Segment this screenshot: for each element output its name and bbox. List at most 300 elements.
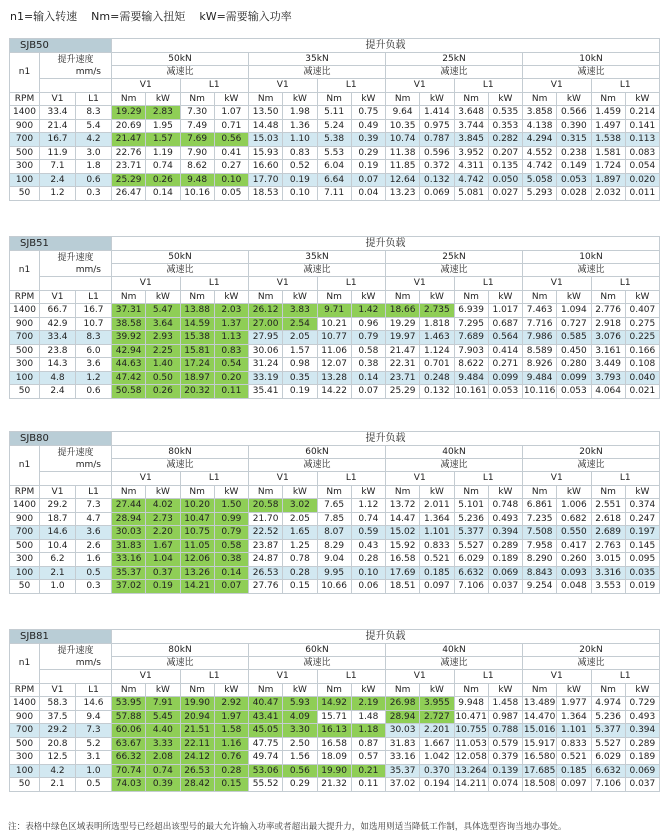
torque-cell: 7.49 bbox=[180, 119, 214, 133]
speed-l1-cell: 0.6 bbox=[76, 385, 112, 399]
torque-cell: 3.744 bbox=[454, 119, 488, 133]
torque-cell: 5.527 bbox=[454, 539, 488, 553]
nm-header: Nm bbox=[523, 683, 557, 697]
power-cell: 0.56 bbox=[214, 133, 248, 147]
power-cell: 0.011 bbox=[625, 187, 659, 201]
kw-header: kW bbox=[214, 683, 248, 697]
table-row bbox=[10, 512, 660, 526]
power-cell: 2.201 bbox=[420, 724, 454, 738]
power-cell: 0.833 bbox=[557, 737, 591, 751]
power-cell: 0.069 bbox=[420, 187, 454, 201]
torque-cell: 47.75 bbox=[249, 737, 283, 751]
load-value: 40kN bbox=[386, 446, 522, 459]
power-cell: 0.390 bbox=[557, 119, 591, 133]
torque-cell: 14.92 bbox=[317, 697, 351, 711]
speed-v1-cell: 14.3 bbox=[40, 358, 76, 372]
power-cell: 0.372 bbox=[420, 160, 454, 174]
power-cell: 0.074 bbox=[488, 778, 522, 792]
power-cell: 0.729 bbox=[625, 697, 659, 711]
nm-header: Nm bbox=[591, 290, 625, 304]
torque-cell: 23.71 bbox=[386, 371, 420, 385]
ratio-label: 减速比 bbox=[166, 460, 194, 470]
power-cell: 0.87 bbox=[351, 737, 385, 751]
torque-cell: 25.29 bbox=[386, 385, 420, 399]
power-cell: 0.74 bbox=[146, 160, 180, 174]
power-cell: 2.19 bbox=[351, 697, 385, 711]
torque-cell: 35.41 bbox=[249, 385, 283, 399]
load-group-1 bbox=[249, 53, 386, 79]
legend-text: n1=输入转速 Nm=需要输入扭矩 kW=需要输入功率 bbox=[10, 10, 292, 23]
ratio-label: 减速比 bbox=[303, 265, 331, 275]
speed-unit: mm/s bbox=[75, 66, 101, 77]
torque-cell: 70.74 bbox=[112, 764, 146, 778]
nm-header: Nm bbox=[249, 683, 283, 697]
speed-text: 提升速度 bbox=[57, 645, 94, 656]
kw-header: kW bbox=[146, 485, 180, 499]
ratio-label: 减速比 bbox=[440, 460, 468, 470]
power-cell: 2.735 bbox=[420, 304, 454, 318]
torque-cell: 10.755 bbox=[455, 725, 487, 736]
torque-cell: 18.97 bbox=[180, 371, 214, 385]
load-header: 提升负载 bbox=[112, 630, 660, 644]
speed-l1-cell: 7.3 bbox=[76, 499, 112, 513]
speed-l1-cell: 0.6 bbox=[76, 173, 112, 187]
speed-l1-cell: 4.7 bbox=[76, 512, 112, 526]
power-cell: 0.247 bbox=[625, 512, 659, 526]
load-group-0 bbox=[112, 644, 249, 670]
torque-cell: 4.294 bbox=[523, 133, 557, 147]
torque-cell: 5.377 bbox=[454, 526, 488, 540]
torque-cell: 12.07 bbox=[317, 358, 351, 372]
power-cell: 0.275 bbox=[625, 317, 659, 331]
ratio-label: 减速比 bbox=[577, 67, 605, 77]
power-cell: 0.21 bbox=[351, 764, 385, 778]
kw-header: kW bbox=[214, 485, 248, 499]
torque-cell: 35.37 bbox=[112, 566, 146, 580]
power-cell: 1.57 bbox=[146, 133, 180, 147]
torque-cell: 1.724 bbox=[591, 160, 625, 174]
torque-cell: 4.311 bbox=[454, 160, 488, 174]
power-cell: 0.14 bbox=[214, 566, 248, 580]
nm-header: Nm bbox=[591, 485, 625, 499]
speed-l1-cell: 16.7 bbox=[76, 304, 112, 318]
power-cell: 2.25 bbox=[146, 344, 180, 358]
rpm-cell: 100 bbox=[10, 566, 40, 580]
power-cell: 2.03 bbox=[214, 304, 248, 318]
torque-cell: 3.316 bbox=[591, 566, 625, 580]
speed-unit: mm/s bbox=[75, 264, 101, 275]
table-row bbox=[10, 566, 660, 580]
power-cell: 0.417 bbox=[557, 539, 591, 553]
torque-cell: 28.94 bbox=[386, 710, 420, 724]
rpm-cell: 50 bbox=[10, 778, 40, 792]
table-row bbox=[10, 724, 660, 738]
kw-header: kW bbox=[214, 92, 248, 106]
ratio-label: 减速比 bbox=[440, 265, 468, 275]
rpm-cell: 900 bbox=[10, 317, 40, 331]
torque-cell: 7.65 bbox=[317, 499, 351, 513]
torque-cell: 10.75 bbox=[180, 526, 214, 540]
kw-header: kW bbox=[488, 683, 522, 697]
table-row bbox=[10, 317, 660, 331]
torque-cell: 5.24 bbox=[317, 119, 351, 133]
power-cell: 0.069 bbox=[488, 566, 522, 580]
torque-cell: 3.793 bbox=[591, 371, 625, 385]
load-value: 10kN bbox=[523, 251, 659, 264]
power-cell: 0.132 bbox=[420, 385, 454, 399]
ratio-l1: L1 bbox=[454, 670, 523, 684]
torque-cell: 26.53 bbox=[249, 566, 283, 580]
load-group-0 bbox=[112, 251, 249, 277]
power-cell: 0.166 bbox=[625, 344, 659, 358]
speed-l1-cell: 3.6 bbox=[76, 358, 112, 372]
power-cell: 1.37 bbox=[214, 317, 248, 331]
table-row bbox=[10, 778, 660, 792]
power-cell: 0.374 bbox=[625, 499, 659, 513]
torque-cell: 7.689 bbox=[454, 331, 488, 345]
rpm-cell: 500 bbox=[10, 737, 40, 751]
power-cell: 1.10 bbox=[283, 133, 317, 147]
power-cell: 1.19 bbox=[146, 146, 180, 160]
torque-cell: 14.21 bbox=[180, 580, 214, 594]
speed-label bbox=[40, 644, 112, 670]
speed-l1-cell: 4.2 bbox=[76, 133, 112, 147]
power-cell: 0.282 bbox=[488, 133, 522, 147]
n1-label: n1 bbox=[10, 251, 40, 291]
torque-cell: 17.69 bbox=[386, 566, 420, 580]
ratio-v1: V1 bbox=[386, 277, 455, 291]
speed-v1-cell: 14.6 bbox=[40, 526, 76, 540]
speed-spacer bbox=[40, 670, 112, 684]
speed-l1-cell: 9.4 bbox=[76, 710, 112, 724]
power-cell: 0.07 bbox=[351, 173, 385, 187]
nm-header: Nm bbox=[249, 92, 283, 106]
load-group-3 bbox=[523, 53, 660, 79]
speed-l1-cell: 8.3 bbox=[76, 106, 112, 120]
rpm-cell: 700 bbox=[10, 526, 40, 540]
power-cell: 0.05 bbox=[214, 187, 248, 201]
power-cell: 1.12 bbox=[351, 499, 385, 513]
power-cell: 0.29 bbox=[283, 778, 317, 792]
torque-cell: 10.161 bbox=[455, 386, 487, 397]
l1-header: L1 bbox=[76, 290, 112, 304]
torque-cell: 27.76 bbox=[249, 580, 283, 594]
torque-cell: 17.24 bbox=[180, 358, 214, 372]
power-cell: 0.596 bbox=[420, 146, 454, 160]
torque-cell: 20.58 bbox=[249, 499, 283, 513]
kw-header: kW bbox=[420, 683, 454, 697]
power-cell: 1.094 bbox=[557, 304, 591, 318]
power-cell: 0.26 bbox=[146, 173, 180, 187]
power-cell: 0.271 bbox=[488, 358, 522, 372]
power-cell: 0.189 bbox=[488, 553, 522, 567]
power-cell: 0.566 bbox=[557, 106, 591, 120]
torque-cell: 10.47 bbox=[180, 512, 214, 526]
torque-cell: 6.029 bbox=[454, 553, 488, 567]
torque-cell: 21.32 bbox=[317, 778, 351, 792]
rpm-cell: 900 bbox=[10, 119, 40, 133]
power-cell: 0.097 bbox=[420, 580, 454, 594]
power-cell: 1.364 bbox=[420, 512, 454, 526]
power-cell: 0.037 bbox=[625, 778, 659, 792]
torque-cell: 10.66 bbox=[317, 580, 351, 594]
torque-cell: 3.952 bbox=[454, 146, 488, 160]
torque-cell: 15.917 bbox=[523, 738, 556, 749]
torque-cell: 7.295 bbox=[454, 317, 488, 331]
torque-cell: 6.632 bbox=[591, 764, 625, 778]
torque-cell: 6.64 bbox=[317, 173, 351, 187]
power-cell: 2.20 bbox=[146, 526, 180, 540]
torque-cell: 10.21 bbox=[317, 317, 351, 331]
power-cell: 5.45 bbox=[146, 710, 180, 724]
torque-cell: 31.24 bbox=[249, 358, 283, 372]
table-row bbox=[10, 119, 660, 133]
torque-cell: 24.87 bbox=[249, 553, 283, 567]
power-cell: 0.035 bbox=[625, 566, 659, 580]
nm-header: Nm bbox=[112, 485, 146, 499]
power-cell: 0.093 bbox=[557, 566, 591, 580]
nm-header: Nm bbox=[454, 92, 488, 106]
torque-cell: 16.60 bbox=[249, 160, 283, 174]
torque-cell: 7.69 bbox=[180, 133, 214, 147]
model-name: SJB80 bbox=[10, 432, 112, 446]
torque-cell: 15.016 bbox=[523, 725, 556, 736]
power-cell: 0.833 bbox=[420, 539, 454, 553]
torque-cell: 30.03 bbox=[386, 724, 420, 738]
power-cell: 0.550 bbox=[557, 526, 591, 540]
torque-cell: 10.16 bbox=[180, 187, 214, 201]
speed-spacer bbox=[40, 472, 112, 486]
nm-header: Nm bbox=[317, 290, 351, 304]
torque-cell: 10.471 bbox=[455, 711, 487, 722]
torque-cell: 22.31 bbox=[386, 358, 420, 372]
spec-table-sjb80 bbox=[9, 431, 660, 594]
torque-cell: 25.29 bbox=[112, 173, 146, 187]
ratio-l1: L1 bbox=[591, 472, 660, 486]
table-row bbox=[10, 106, 660, 120]
rpm-header: RPM bbox=[10, 290, 40, 304]
ratio-l1: L1 bbox=[180, 670, 249, 684]
rpm-cell: 1400 bbox=[10, 106, 40, 120]
speed-l1-cell: 0.3 bbox=[76, 187, 112, 201]
nm-header: Nm bbox=[112, 290, 146, 304]
torque-cell: 21.47 bbox=[112, 133, 146, 147]
torque-cell: 6.04 bbox=[317, 160, 351, 174]
spec-table-sjb50 bbox=[9, 38, 660, 201]
rpm-cell: 100 bbox=[10, 371, 40, 385]
torque-cell: 10.74 bbox=[386, 133, 420, 147]
power-cell: 1.50 bbox=[214, 499, 248, 513]
torque-cell: 7.958 bbox=[523, 539, 557, 553]
torque-cell: 7.106 bbox=[454, 580, 488, 594]
power-cell: 0.020 bbox=[625, 173, 659, 187]
torque-cell: 4.138 bbox=[523, 119, 557, 133]
power-cell: 1.18 bbox=[351, 724, 385, 738]
torque-cell: 11.053 bbox=[455, 738, 487, 749]
torque-cell: 12.058 bbox=[455, 752, 487, 763]
torque-cell: 5.11 bbox=[317, 106, 351, 120]
nm-header: Nm bbox=[386, 92, 420, 106]
power-cell: 0.149 bbox=[557, 160, 591, 174]
load-value: 50kN bbox=[112, 251, 248, 264]
power-cell: 0.98 bbox=[283, 358, 317, 372]
power-cell: 0.701 bbox=[420, 358, 454, 372]
power-cell: 0.185 bbox=[557, 764, 591, 778]
torque-cell: 53.95 bbox=[112, 697, 146, 711]
torque-cell: 26.53 bbox=[180, 764, 214, 778]
load-value: 25kN bbox=[386, 251, 522, 264]
power-cell: 1.124 bbox=[420, 344, 454, 358]
speed-v1-cell: 2.4 bbox=[40, 173, 76, 187]
power-cell: 0.585 bbox=[557, 331, 591, 345]
load-value: 50kN bbox=[112, 53, 248, 66]
torque-cell: 35.37 bbox=[386, 764, 420, 778]
torque-cell: 20.32 bbox=[180, 385, 214, 399]
speed-v1-cell: 21.4 bbox=[40, 119, 76, 133]
power-cell: 0.56 bbox=[283, 764, 317, 778]
torque-cell: 6.939 bbox=[454, 304, 488, 318]
nm-header: Nm bbox=[249, 485, 283, 499]
torque-cell: 3.015 bbox=[591, 553, 625, 567]
torque-cell: 14.59 bbox=[180, 317, 214, 331]
power-cell: 0.58 bbox=[214, 539, 248, 553]
torque-cell: 15.02 bbox=[386, 526, 420, 540]
torque-cell: 13.26 bbox=[180, 566, 214, 580]
torque-cell: 7.90 bbox=[180, 146, 214, 160]
torque-cell: 21.51 bbox=[180, 724, 214, 738]
table-row bbox=[10, 304, 660, 318]
power-cell: 0.099 bbox=[488, 371, 522, 385]
torque-cell: 5.293 bbox=[523, 187, 557, 201]
torque-cell: 13.264 bbox=[455, 765, 487, 776]
power-cell: 1.36 bbox=[283, 119, 317, 133]
power-cell: 0.15 bbox=[283, 580, 317, 594]
power-cell: 0.10 bbox=[214, 173, 248, 187]
speed-v1-cell: 11.9 bbox=[40, 146, 76, 160]
power-cell: 0.76 bbox=[214, 751, 248, 765]
power-cell: 1.101 bbox=[420, 526, 454, 540]
torque-cell: 16.580 bbox=[523, 752, 556, 763]
power-cell: 0.06 bbox=[351, 580, 385, 594]
spec-table-sjb81 bbox=[9, 629, 660, 792]
power-cell: 2.92 bbox=[214, 697, 248, 711]
speed-l1-cell: 5.2 bbox=[76, 737, 112, 751]
load-header: 提升负载 bbox=[112, 432, 660, 446]
torque-cell: 15.93 bbox=[249, 146, 283, 160]
power-cell: 1.101 bbox=[557, 724, 591, 738]
torque-cell: 1.459 bbox=[591, 106, 625, 120]
torque-cell: 5.38 bbox=[317, 133, 351, 147]
power-cell: 0.74 bbox=[351, 512, 385, 526]
torque-cell: 13.23 bbox=[386, 187, 420, 201]
power-cell: 1.40 bbox=[146, 358, 180, 372]
power-cell: 1.58 bbox=[214, 724, 248, 738]
power-cell: 0.019 bbox=[625, 580, 659, 594]
torque-cell: 9.484 bbox=[454, 371, 488, 385]
torque-cell: 4.064 bbox=[591, 385, 625, 399]
table-row bbox=[10, 737, 660, 751]
power-cell: 1.017 bbox=[488, 304, 522, 318]
speed-l1-cell: 1.8 bbox=[76, 160, 112, 174]
power-cell: 0.289 bbox=[625, 737, 659, 751]
ratio-l1: L1 bbox=[180, 277, 249, 291]
power-cell: 0.135 bbox=[488, 160, 522, 174]
ratio-l1: L1 bbox=[454, 277, 523, 291]
rpm-cell: 300 bbox=[10, 751, 40, 765]
power-cell: 0.682 bbox=[557, 512, 591, 526]
load-group-3 bbox=[523, 251, 660, 277]
torque-cell: 5.377 bbox=[591, 724, 625, 738]
speed-v1-cell: 23.8 bbox=[40, 344, 76, 358]
torque-cell: 5.527 bbox=[591, 737, 625, 751]
power-cell: 2.54 bbox=[283, 317, 317, 331]
power-cell: 0.787 bbox=[420, 133, 454, 147]
power-cell: 5.47 bbox=[146, 304, 180, 318]
torque-cell: 37.02 bbox=[112, 580, 146, 594]
power-cell: 0.59 bbox=[351, 526, 385, 540]
torque-cell: 18.51 bbox=[386, 580, 420, 594]
ratio-label: 减速比 bbox=[303, 67, 331, 77]
kw-header: kW bbox=[351, 92, 385, 106]
torque-cell: 15.38 bbox=[180, 331, 214, 345]
ratio-label: 减速比 bbox=[577, 265, 605, 275]
torque-cell: 1.538 bbox=[591, 133, 625, 147]
torque-cell: 10.35 bbox=[386, 119, 420, 133]
speed-label bbox=[40, 53, 112, 79]
torque-cell: 5.101 bbox=[454, 499, 488, 513]
power-cell: 0.185 bbox=[420, 566, 454, 580]
power-cell: 0.394 bbox=[488, 526, 522, 540]
torque-cell: 26.98 bbox=[386, 697, 420, 711]
power-cell: 0.57 bbox=[351, 751, 385, 765]
rpm-cell: 300 bbox=[10, 160, 40, 174]
torque-cell: 19.90 bbox=[180, 697, 214, 711]
power-cell: 0.11 bbox=[351, 778, 385, 792]
load-header: 提升负载 bbox=[112, 237, 660, 251]
rpm-cell: 700 bbox=[10, 133, 40, 147]
torque-cell: 3.076 bbox=[591, 331, 625, 345]
ratio-l1: L1 bbox=[317, 277, 386, 291]
table-row bbox=[10, 385, 660, 399]
torque-cell: 26.47 bbox=[112, 187, 146, 201]
torque-cell: 3.449 bbox=[591, 358, 625, 372]
power-cell: 0.49 bbox=[351, 119, 385, 133]
speed-v1-cell: 2.1 bbox=[40, 566, 76, 580]
ratio-v1: V1 bbox=[523, 277, 592, 291]
power-cell: 0.189 bbox=[625, 751, 659, 765]
power-cell: 3.955 bbox=[420, 697, 454, 711]
torque-cell: 7.30 bbox=[180, 106, 214, 120]
power-cell: 0.027 bbox=[488, 187, 522, 201]
speed-text: 提升速度 bbox=[57, 447, 94, 458]
torque-cell: 21.70 bbox=[249, 512, 283, 526]
power-cell: 1.98 bbox=[283, 106, 317, 120]
nm-header: Nm bbox=[386, 485, 420, 499]
torque-cell: 3.648 bbox=[454, 106, 488, 120]
speed-v1-cell: 16.7 bbox=[40, 133, 76, 147]
power-cell: 0.370 bbox=[420, 764, 454, 778]
torque-cell: 6.029 bbox=[591, 751, 625, 765]
torque-cell: 37.31 bbox=[112, 304, 146, 318]
torque-cell: 5.081 bbox=[454, 187, 488, 201]
torque-cell: 7.235 bbox=[523, 512, 557, 526]
rpm-cell: 50 bbox=[10, 187, 40, 201]
model-name: SJB50 bbox=[10, 39, 112, 53]
v1-header: V1 bbox=[40, 290, 76, 304]
power-cell: 0.564 bbox=[488, 331, 522, 345]
torque-cell: 14.47 bbox=[386, 512, 420, 526]
torque-cell: 15.03 bbox=[249, 133, 283, 147]
